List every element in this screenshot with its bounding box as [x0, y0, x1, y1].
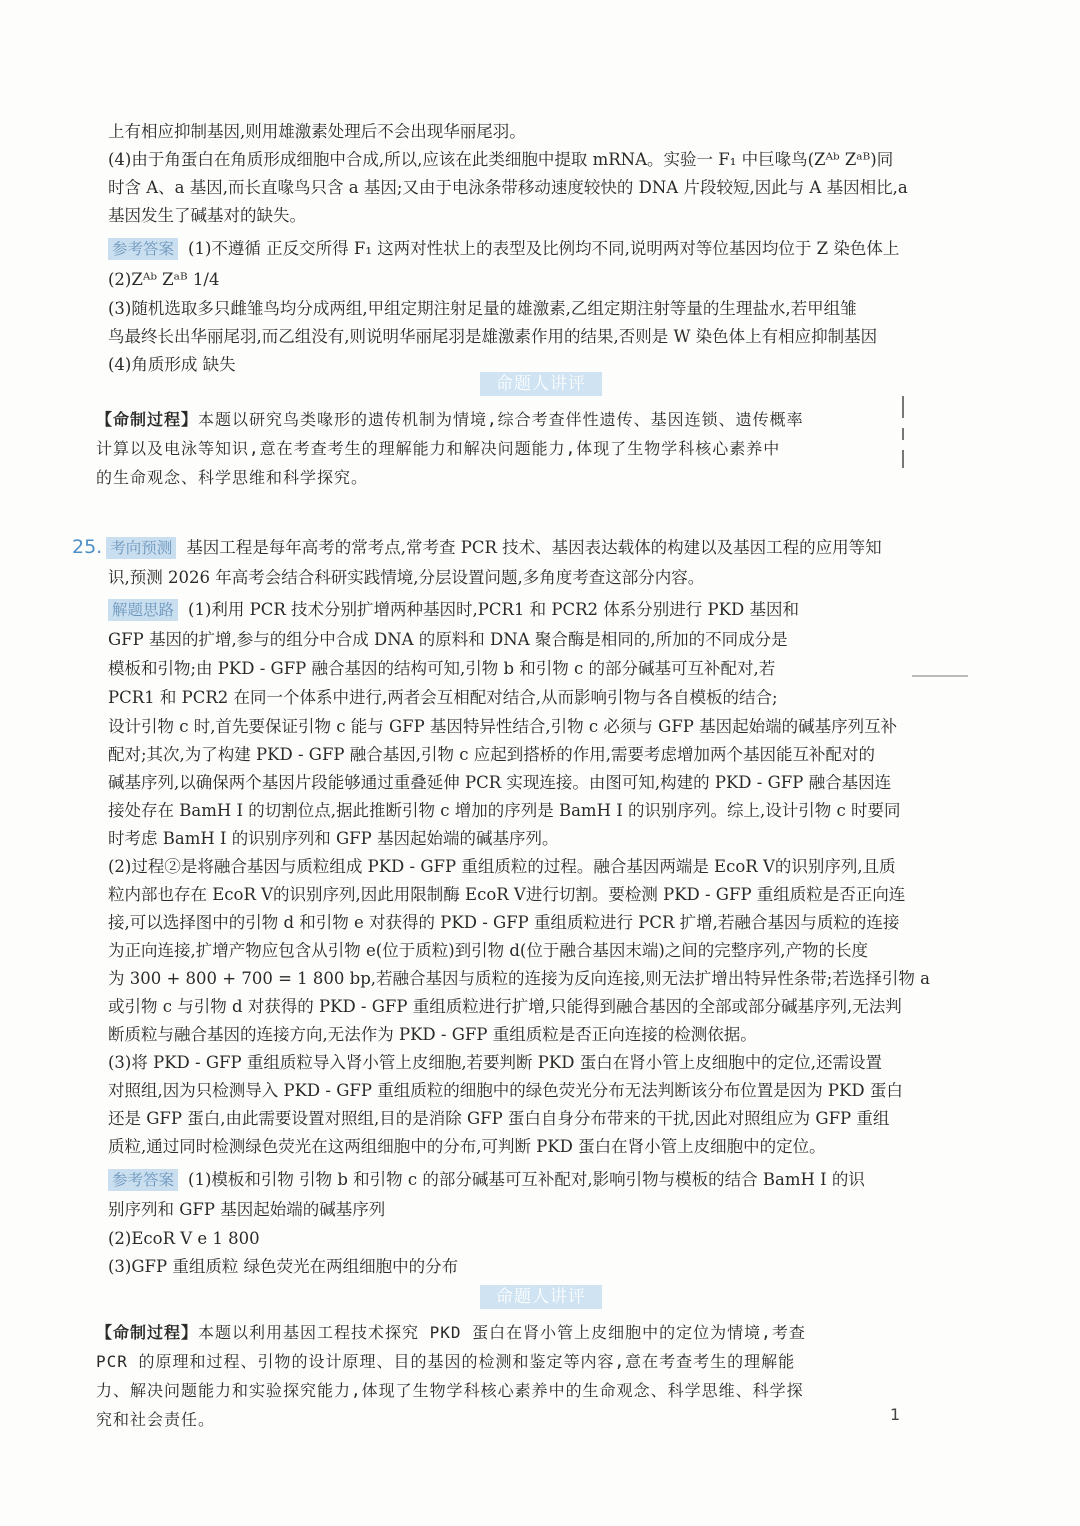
intro-text: 基因工程是每年高考的常考点,常考查 PCR 技术、基因表达载体的构建以及基因工程的应用等知 — [186, 538, 882, 557]
text-line: (2)过程②是将融合基因与质粒组成 PKD - GFP 重组质粒的过程。融合基因两端是 EcoR Ⅴ的识别序列,且质 — [108, 857, 896, 876]
text-line: 设计引物 c 时,首先要保证引物 c 能与 GFP 基因特异性结合,引物 c 必须与 GFP 基因起始端的碱基序列互补 — [108, 717, 898, 736]
answer-line: (3)GFP 重组质粒 绿色荧光在两组细胞中的分布 — [108, 1257, 459, 1276]
comment-line — [96, 1321, 806, 1345]
commentary-banner: 命题人讲评 — [480, 1285, 602, 1309]
text-line: PCR1 和 PCR2 在同一个体系中进行,两者会互相配对结合,从而影响引物与各自模板的结合; — [108, 688, 778, 707]
text-line: 对照组,因为只检测导入 PKD - GFP 重组质粒的细胞中的绿色荧光分布无法判断该分布位置是因为 PKD 蛋白 — [108, 1081, 903, 1100]
text-line: 断质粒与融合基因的连接方向,无法作为 PKD - GFP 重组质粒是否正向连接的检测依据。 — [108, 1025, 757, 1044]
text-line: 上有相应抑制基因,则用雄激素处理后不会出现华丽尾羽。 — [108, 122, 526, 141]
text-line — [108, 598, 799, 622]
text-line: 配对;其次,为了构建 PKD - GFP 融合基因,引物 c 应起到搭桥的作用,需要考虑增加两个基因能互补配对的 — [108, 745, 875, 764]
comment-label: 【命制过程】 — [96, 410, 199, 429]
margin-mark — [902, 450, 904, 468]
forecast-tag: 考向预测 — [106, 537, 176, 559]
commentary-banner: 命题人讲评 — [480, 372, 602, 396]
question-number: 25. — [72, 536, 103, 558]
solution-tag: 解题思路 — [108, 599, 178, 621]
scan-smudge — [912, 675, 968, 677]
text-line: 质粒,通过同时检测绿色荧光在这两组细胞中的分布,可判断 PKD 蛋白在肾小管上皮细胞中的定位。 — [108, 1137, 826, 1156]
answer-text: (1)不遵循 正反交所得 F₁ 这两对性状上的表型及比例均不同,说明两对等位基因均位于 Z 染色体上 — [188, 239, 900, 258]
margin-mark — [902, 428, 904, 440]
text-line: 时考虑 BamH Ⅰ 的识别序列和 GFP 基因起始端的碱基序列。 — [108, 829, 559, 848]
comment-label: 【命制过程】 — [96, 1323, 199, 1342]
comment-line: 力、解决问题能力和实验探究能力,体现了生物学科核心素养中的生命观念、科学思维、科学探 — [96, 1381, 804, 1400]
text-line: (3)将 PKD - GFP 重组质粒导入肾小管上皮细胞,若要判断 PKD 蛋白在肾小管上皮细胞中的定位,还需设置 — [108, 1053, 882, 1072]
text-line: (4)由于角蛋白在角质形成细胞中合成,所以,应该在此类细胞中提取 mRNA。实验一 F₁ 中巨喙鸟(Zᴬᵇ Zᵃᴮ)同 — [108, 150, 894, 169]
answer-line: (2)EcoR Ⅴ e 1 800 — [108, 1229, 260, 1248]
answer-line — [108, 237, 899, 261]
text-line: 接处存在 BamH Ⅰ 的切割位点,据此推断引物 c 增加的序列是 BamH Ⅰ 的识别序列。综上,设计引物 c 时要同 — [108, 801, 901, 820]
comment-text: 本题以研究鸟类喙形的遗传机制为情境,综合考查伴性遗传、基因连锁、遗传概率 — [198, 410, 804, 429]
comment-line: PCR 的原理和过程、引物的设计原理、目的基因的检测和鉴定等内容,意在考查考生的理解能 — [96, 1352, 796, 1371]
text-line: GFP 基因的扩增,参与的组分中合成 DNA 的原料和 DNA 聚合酶是相同的,所加的不同成分是 — [108, 630, 788, 649]
text-line: 模板和引物;由 PKD - GFP 融合基因的结构可知,引物 b 和引物 c 的部分碱基可互补配对,若 — [108, 659, 776, 678]
answer-line: (4)角质形成 缺失 — [108, 355, 236, 374]
text-line: 还是 GFP 蛋白,由此需要设置对照组,目的是消除 GFP 蛋白自身分布带来的干扰,因此对照组应为 GFP 重组 — [108, 1109, 890, 1128]
text-line: 为正向连接,扩增产物应包含从引物 e(位于质粒)到引物 d(位于融合基因末端)之间的完整序列,产物的长度 — [108, 941, 869, 960]
text-line: 识,预测 2026 年高考会结合科研实践情境,分层设置问题,多角度考查这部分内容。 — [108, 568, 705, 587]
margin-mark — [902, 396, 904, 418]
answer-text: (1)模板和引物 引物 b 和引物 c 的部分碱基可互补配对,影响引物与模板的结合 BamH Ⅰ 的识 — [188, 1170, 865, 1189]
answer-line — [108, 1168, 865, 1192]
comment-text: 本题以利用基因工程技术探究 PKD 蛋白在肾小管上皮细胞中的定位为情境,考查 — [198, 1323, 806, 1342]
solution-text: (1)利用 PCR 技术分别扩增两种基因时,PCR1 和 PCR2 体系分别进行 PKD 基因和 — [188, 600, 799, 619]
text-line: 接,可以选择图中的引物 d 和引物 e 对获得的 PKD - GFP 重组质粒进行 PCR 扩增,若融合基因与质粒的连接 — [108, 913, 900, 932]
text-line: 时含 A、a 基因,而长直喙鸟只含 a 基因;又由于电泳条带移动速度较快的 DNA 片段较短,因此与 A 基因相比,a — [108, 178, 908, 197]
answer-line: 别序列和 GFP 基因起始端的碱基序列 — [108, 1200, 386, 1219]
text-line: 粒内部也存在 EcoR Ⅴ的识别序列,因此用限制酶 EcoR Ⅴ进行切割。要检测 PKD - GFP 重组质粒是否正向连 — [108, 885, 906, 904]
answer-tag: 参考答案 — [108, 1169, 178, 1191]
answer-line: (2)Zᴬᵇ Zᵃᴮ 1/4 — [108, 270, 220, 289]
comment-line: 的生命观念、科学思维和科学探究。 — [96, 468, 369, 487]
text-line: 为 300 + 800 + 700 = 1 800 bp,若融合基因与质粒的连接为反向连接,则无法扩增出特异性条带;若选择引物 a — [108, 969, 930, 988]
comment-line: 究和社会责任。 — [96, 1410, 216, 1429]
page-number: 1 — [890, 1405, 901, 1424]
text-line: 碱基序列,以确保两个基因片段能够通过重叠延伸 PCR 实现连接。由图可知,构建的 PKD - GFP 融合基因连 — [108, 773, 892, 792]
comment-line: 计算以及电泳等知识,意在考查考生的理解能力和解决问题能力,体现了生物学科核心素养中 — [96, 439, 781, 458]
comment-line — [96, 408, 804, 432]
answer-line: (3)随机选取多只雌雏鸟均分成两组,甲组定期注射足量的雄激素,乙组定期注射等量的生理盐水,若甲组雏 — [108, 299, 857, 318]
text-line: 或引物 c 与引物 d 对获得的 PKD - GFP 重组质粒进行扩增,只能得到融合基因的全部或部分碱基序列,无法判 — [108, 997, 902, 1016]
question-header — [72, 535, 882, 560]
answer-line: 鸟最终长出华丽尾羽,而乙组没有,则说明华丽尾羽是雄激素作用的结果,否则是 W 染色体上有相应抑制基因 — [108, 327, 878, 346]
answer-tag: 参考答案 — [108, 238, 178, 260]
text-line: 基因发生了碱基对的缺失。 — [108, 206, 306, 225]
